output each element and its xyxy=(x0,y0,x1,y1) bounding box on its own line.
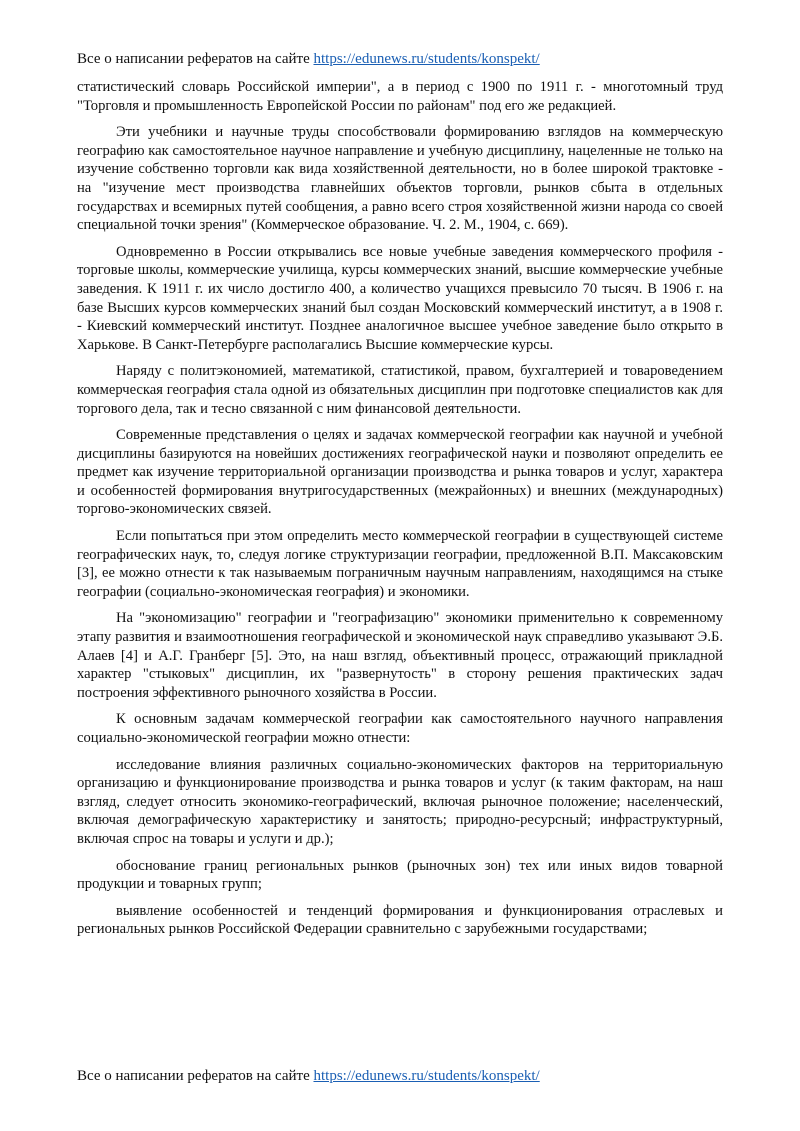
list-item: выявление особенностей и тенденций формирования и функционирования отраслевых и региональных рынков Российской Федерации сравнительно с зарубежными государствами; xyxy=(77,902,723,938)
document-body xyxy=(77,78,723,947)
paragraph-continuation: статистический словарь Российской империи", а в период с 1900 по 1911 г. - многотомный труд "Торговля и промышленность Европейской России по районам" под его же редакцией. xyxy=(77,79,723,114)
footer-link[interactable]: https://edunews.ru/students/konspekt/ xyxy=(313,1068,540,1084)
footer-text: Все о написании рефератов на сайте xyxy=(77,1068,314,1084)
header-text: Все о написании рефератов на сайте xyxy=(77,51,314,67)
header-link[interactable]: https://edunews.ru/students/konspekt/ xyxy=(313,51,540,67)
list-item: обоснование границ региональных рынков (рыночных зон) тех или иных видов товарной продукции и товарных групп; xyxy=(77,857,723,893)
paragraph: Современные представления о целях и задачах коммерческой географии как научной и учебной дисциплины базируются на новейших достижениях географической науки и позволяют определить ее предмет как изучение территориальной организации производства и рынка товаров и услуг, характера и особенностей формирования внутригосударственных (межрайонных) и внешних (международных) торгово-экономических связей. xyxy=(77,427,723,518)
paragraph: На "экономизацию" географии и "географизацию" экономики применительно к современному этапу развития и взаимоотношения географической и экономической наук справедливо указывают Э.Б. Алаев [4] и А.Г. Гранберг [5]. Это, на наш взгляд, объективный процесс, отражающий прикладной характер "стыковых" дисциплин, их "развернутость" в сторону решения практических задач построения эффективного рыночного хозяйства в России. xyxy=(77,610,723,701)
list-item: исследование влияния различных социально-экономических факторов на территориальную организацию и функционирование производства и рынка товаров и услуг (к таким факторам, на наш взгляд, следует относить экономико-географический, включая рыночное положение; населенческий, включая демографическую характеристику и занятость; природно-ресурсный; инфраструктурный, включая спрос на товары и услуги и др.); xyxy=(77,756,723,847)
paragraph: Если попытаться при этом определить место коммерческой географии в существующей системе географических наук, то, следуя логике структуризации географии, предложенной В.П. Максаковским [3], ее можно отнести к так называемым пограничным научным направлениям, находящимся на стыке географии (социально-экономическая география) и экономики. xyxy=(77,528,723,600)
paragraph: К основным задачам коммерческой географии как самостоятельного научного направления социально-экономической географии можно отнести: xyxy=(77,711,723,746)
page-header xyxy=(77,50,540,68)
paragraph: Наряду с политэкономией, математикой, статистикой, правом, бухгалтерией и товароведением коммерческая география стала одной из обязательных дисциплин при подготовке специалистов как для торгового дела, так и тесно связанной с ним финансовой деятельности. xyxy=(77,363,723,417)
paragraph: Эти учебники и научные труды способствовали формированию взглядов на коммерческую географию как самостоятельное научное направление и учебную дисциплину, нацеленные не только на изучение собственно торговли как вида хозяйственной деятельности, но в более широкой трактовке - на "изучение мест производства главнейших объектов торговли, рынков сбыта в отдельных государствах и всемирных путей сообщения, а равно всего строя хозяйственной жизни народа со своей специальной точки зрения" (Коммерческое образование. Ч. 2. М., 1904, с. 669). xyxy=(77,124,723,234)
page-footer xyxy=(77,1067,540,1085)
paragraph: Одновременно в России открывались все новые учебные заведения коммерческого профиля - торговые школы, коммерческие училища, курсы коммерческих знаний, высшие коммерческие учебные заведения. К 1911 г. их число достигло 400, а количество учащихся превысило 70 тысяч. В 1906 г. на базе Высших курсов коммерческих знаний был создан Московский коммерческий институт, а в 1908 г. - Киевский коммерческий институт. Позднее аналогичное высшее учебное заведение было открыто в Харькове. В Санкт-Петербурге располагались Высшие коммерческие курсы. xyxy=(77,243,723,353)
